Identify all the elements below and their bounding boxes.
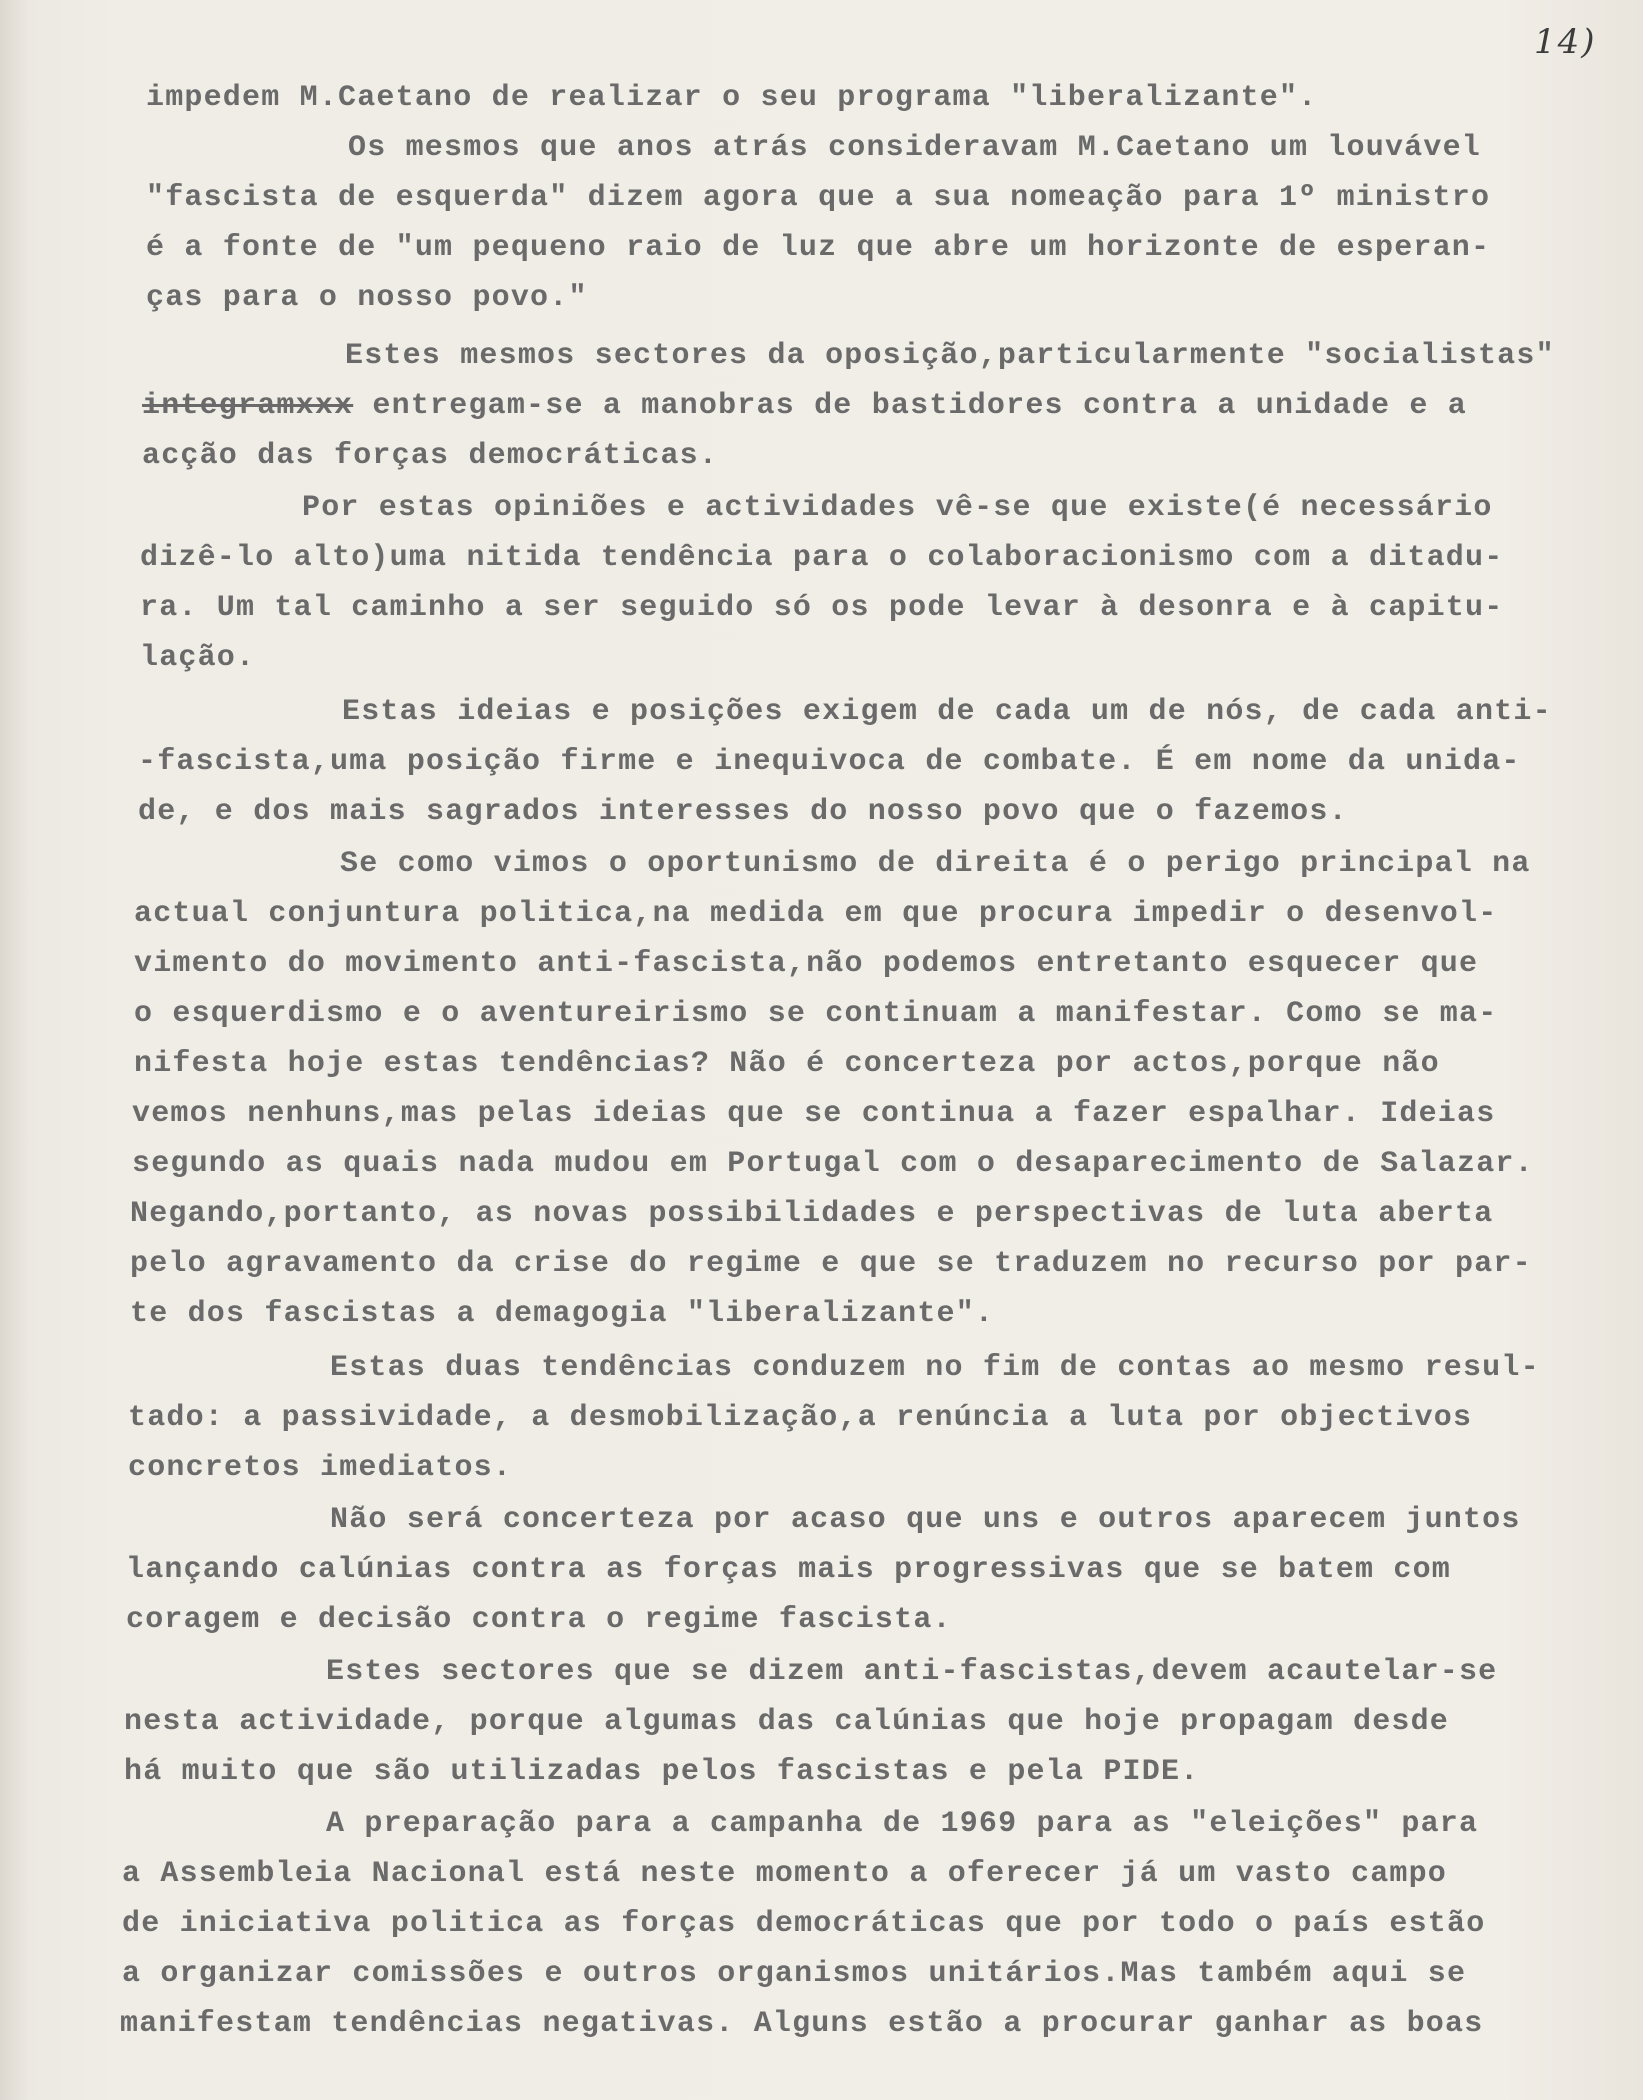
text-line: Estas ideias e posições exigem de cada um de nós, de cada anti- <box>342 695 1552 729</box>
text-line: é a fonte de "um pequeno raio de luz que abre um horizonte de esperan- <box>146 231 1491 265</box>
text-line: impedem M.Caetano de realizar o seu programa "liberalizante". <box>146 81 1318 115</box>
text-line: Por estas opiniões e actividades vê-se que existe(é necessário <box>302 491 1493 525</box>
text-line: te dos fascistas a demagogia "liberalizante". <box>130 1297 995 1331</box>
text-line: dizê-lo alto)uma nitida tendência para o colaboracionismo com a ditadu- <box>140 541 1504 575</box>
text-line: ças para o nosso povo." <box>146 281 588 315</box>
text-line: manifestam tendências negativas. Alguns estão a procurar ganhar as boas <box>120 2007 1484 2041</box>
text-line: lançando calúnias contra as forças mais progressivas que se batem com <box>126 1553 1452 1587</box>
text-line: Estas duas tendências conduzem no fim de contas ao mesmo resul- <box>330 1351 1540 1385</box>
text-line: vemos nenhuns,mas pelas ideias que se continua a fazer espalhar. Ideias <box>132 1097 1496 1131</box>
text-line: Estes mesmos sectores da oposição,particularmente "socialistas" <box>345 339 1555 373</box>
text-line: -fascista,uma posição firme e inequivoca de combate. É em nome da unida- <box>138 745 1521 779</box>
text-line: Não será concerteza por acaso que uns e outros aparecem juntos <box>330 1503 1521 1537</box>
text-line: actual conjuntura politica,na medida em que procura impedir o desenvol- <box>134 897 1498 931</box>
text-line: "fascista de esquerda" dizem agora que a sua nomeação para 1º ministro <box>146 181 1491 215</box>
struck-word: integramxxx <box>142 389 354 423</box>
text-line: Se como vimos o oportunismo de direita é o perigo principal na <box>340 847 1531 881</box>
text-line: pelo agravamento da crise do regime e que se traduzem no recurso por par- <box>130 1247 1532 1281</box>
text-line: de, e dos mais sagrados interesses do nosso povo que o fazemos. <box>138 795 1348 829</box>
text-line: vimento do movimento anti-fascista,não podemos entretanto esquecer que <box>134 947 1479 981</box>
text-line: ra. Um tal caminho a ser seguido só os pode levar à desonra e à capitu- <box>140 591 1504 625</box>
text-line: o esquerdismo e o aventureirismo se continuam a manifestar. Como se ma- <box>134 997 1498 1031</box>
text-line: nifesta hoje estas tendências? Não é concerteza por actos,porque não <box>134 1047 1440 1081</box>
text-line: nesta actividade, porque algumas das calúnias que hoje propagam desde <box>124 1705 1450 1739</box>
text-line: há muito que são utilizadas pelos fascistas e pela PIDE. <box>124 1755 1200 1789</box>
text-line: a Assembleia Nacional está neste momento a oferecer já um vasto campo <box>122 1857 1448 1891</box>
text-line: segundo as quais nada mudou em Portugal com o desaparecimento de Salazar. <box>132 1147 1534 1181</box>
text-line: Negando,portanto, as novas possibilidades e perspectivas de luta aberta <box>130 1197 1494 1231</box>
page-number: 14) <box>1534 22 1597 62</box>
text-line: entregam-se a manobras de bastidores contra a unidade e a <box>353 389 1468 423</box>
text-line: lação. <box>140 641 256 675</box>
text-line: Estes sectores que se dizem anti-fascistas,devem acautelar-se <box>326 1655 1498 1689</box>
text-line: tado: a passividade, a desmobilização,a renúncia a luta por objectivos <box>128 1401 1473 1435</box>
text-line: Os mesmos que anos atrás consideravam M.Caetano um louvável <box>348 131 1481 165</box>
text-line: A preparação para a campanha de 1969 para as "eleições" para <box>326 1807 1479 1841</box>
text-line: acção das forças democráticas. <box>142 439 719 473</box>
text-line: a organizar comissões e outros organismos unitários.Mas também aqui se <box>122 1957 1467 1991</box>
text-line: de iniciativa politica as forças democráticas que por todo o país estão <box>122 1907 1486 1941</box>
text-line: concretos imediatos. <box>128 1451 513 1485</box>
struck-text <box>142 386 1467 426</box>
text-line: coragem e decisão contra o regime fascista. <box>126 1603 952 1637</box>
